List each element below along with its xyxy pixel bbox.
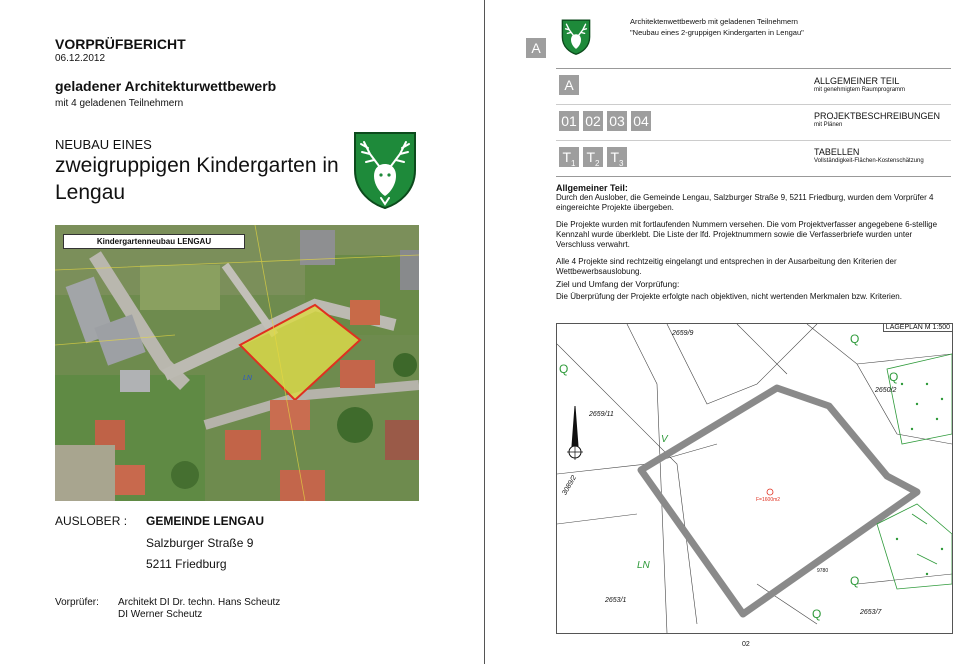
toc-tile-t1: $T_1$ [559,147,579,167]
toc-item-subtitle: mit Plänen [814,122,843,128]
header-line-2: "Neubau eines 2-gruppigen Kindergarten in Lengau" [630,28,804,37]
toc-tile-03: 03 [607,111,627,131]
paragraph: Alle 4 Projekte sind rechtzeitig eingelangt und entsprechen in der Ausarbeitung den Kriterien der Wettbewerbsauslobung. [556,257,897,276]
parcel-label: 2650/2 [875,387,897,394]
aerial-photo-label: Kindergartenneubau LENGAU [63,234,245,249]
toc-tile-a: A [559,75,579,95]
site-plan-scale-label: LAGEPLAN M 1:500 [883,324,952,332]
toc-tile-02: 02 [583,111,603,131]
vorpruefer-label: Vorprüfer: [55,597,99,608]
parcel-label: 2653/7 [860,609,882,616]
section-heading: Allgemeiner Teil: [556,183,628,193]
aerial-marker: LN [243,375,252,382]
toc-tile-04: 04 [631,111,651,131]
plan-marker: V [661,434,668,445]
toc-tile-t2: $T_2$ [583,147,603,167]
parcel-label: 2659/11 [589,411,614,418]
parcel-label: 2659/9 [672,330,694,337]
project-title: zweigruppigen Kindergarten in Lengau [55,154,339,204]
parcel-label: 2653/1 [605,597,627,604]
toc-item-subtitle: mit genehmigtem Raumprogramm [814,87,906,93]
vorpruefer-name-1: Architekt DI Dr. techn. Hans Scheutz [118,597,281,608]
section-letter-tile: A [526,38,546,58]
report-title: VORPRÜFBERICHT [55,36,186,52]
toc-tile-t3: $T_3$ [607,147,627,167]
competition-subtitle: mit 4 geladenen Teilnehmern [55,98,184,109]
toc-item-title[interactable]: PROJEKTBESCHREIBUNGEN [814,111,941,121]
subsection-heading: Ziel und Umfang der Vorprüfung: [556,279,680,289]
toc-item-subtitle: Vollständigkeit-Flächen-Kostenschätzung [814,158,924,164]
plot-area-label: F=1600m2 [756,497,781,503]
auslober-city: 5211 Friedburg [146,557,227,571]
competition-title: geladener Architekturwettbewerb [55,78,277,94]
coat-of-arms-logo [352,130,418,210]
auslober-street: Salzburger Straße 9 [146,536,254,550]
plan-marker: Q [559,362,569,376]
parcel-label: 3089/2 [561,474,579,497]
plan-marker: Q [812,607,822,621]
toc-item-title[interactable]: ALLGEMEINER TEIL [814,76,900,86]
paragraph: Die Überprüfung der Projekte erfolgte nach objektiven, nicht wertenden Merkmalen bzw. Kriterien. [556,292,902,301]
auslober-label: AUSLOBER : [55,514,128,528]
toc-tile-01: 01 [559,111,579,131]
aerial-photo [55,225,419,501]
coat-of-arms-small-logo [561,18,591,56]
page-divider [484,0,485,664]
toc-separator [556,104,951,105]
auslober-name: GEMEINDE LENGAU [146,514,265,528]
plan-marker: Q [889,370,899,384]
header-line-1: Architektenwettbewerb mit geladenen Teilnehmern [630,17,798,26]
plan-number-label: 9780 [817,568,829,574]
table-of-contents [556,68,951,177]
toc-item-title[interactable]: TABELLEN [814,147,860,157]
site-plan [556,323,953,634]
paragraph: Die Projekte wurden mit fortlaufenden Nummern versehen. Die vom Projektverfasser angegebene 6-stellige Kennzahl wurde überklebt. Die Liste der lfd. Projektnummern sowie die Verfasserbriefe wurden unter Verschluss verwahrt. [556,220,938,249]
plan-marker: Q [850,574,860,588]
toc-separator [556,140,951,141]
paragraph: Durch den Auslober, die Gemeinde Lengau, Salzburger Straße 9, 5211 Friedburg, wurden dem Vorprüfer 4 eingereichte Projekte übergeben. [556,193,934,212]
general-section [556,183,951,309]
plan-marker: Q [850,332,860,346]
project-prefix: NEUBAU EINES [55,137,152,152]
report-date: 06.12.2012 [55,53,106,64]
vorpruefer-name-2: DI Werner Scheutz [118,609,203,620]
page-number: 02 [742,641,750,648]
plan-marker: LN [637,560,650,571]
